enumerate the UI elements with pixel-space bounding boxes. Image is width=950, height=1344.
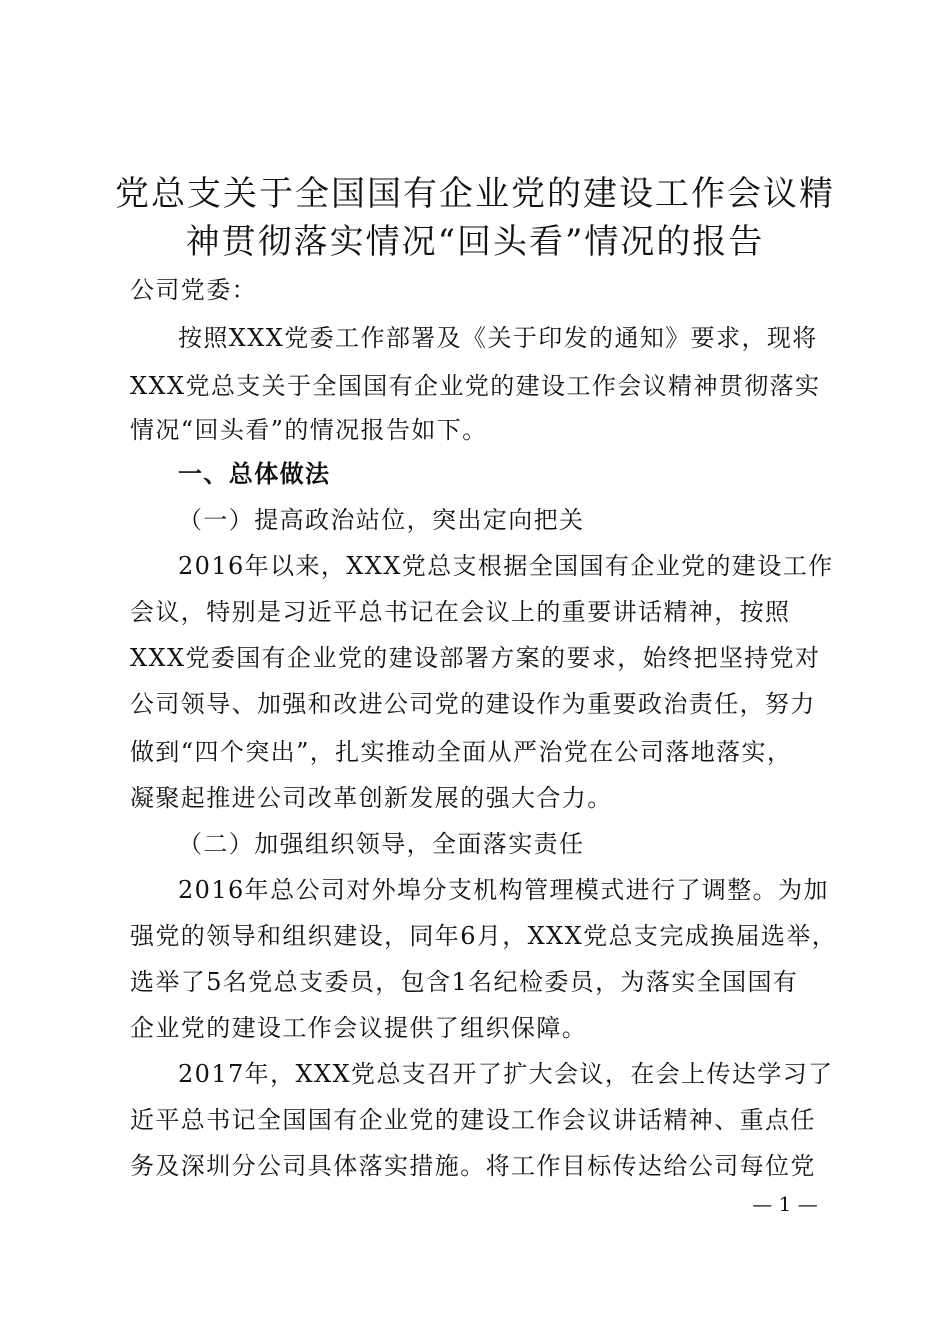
body-line: 2016年总公司对外埠分支机构管理模式进行了调整。为加 [178,876,829,904]
page-number: — 1 — [752,1192,818,1216]
body-line: 情况“回头看”的情况报告如下。 [130,416,488,444]
body-line: 2016年以来，XXX党总支根据全国国有企业党的建设工作 [178,552,834,580]
body-line: 近平总书记全国国有企业党的建设工作会议讲话精神、重点任 [130,1106,816,1134]
section-heading: 一、总体做法 [178,459,331,488]
body-line: 按照XXX党委工作部署及《关于印发的通知》要求，现将 [178,324,818,352]
body-line: 强党的领导和组织建设，同年6月，XXX党总支完成换届选举， [130,922,838,950]
body-line: 会议，特别是习近平总书记在会议上的重要讲话精神，按照 [130,598,791,626]
body-line: XXX党委国有企业党的建设部署方案的要求，始终把坚持党对 [130,644,821,672]
subsection-heading: （一）提高政治站位，突出定向把关 [178,506,585,534]
body-line: 公司领导、加强和改进公司党的建设作为重要政治责任，努力 [130,690,816,718]
subsection-heading: （二）加强组织领导，全面落实责任 [178,830,585,858]
body-line: 选举了5名党总支委员，包含1名纪检委员，为落实全国国有 [130,968,799,996]
body-line: 务及深圳分公司具体落实措施。将工作目标传达给公司每位党 [130,1152,816,1180]
document-title-line-2: 神贯彻落实情况“回头看”情况的报告 [185,222,765,262]
body-line: 凝聚起推进公司改革创新发展的强大合力。 [130,784,613,812]
body-line: 企业党的建设工作会议提供了组织保障。 [130,1014,588,1042]
salutation: 公司党委： [130,276,257,304]
body-line: 做到“四个突出”，扎实推动全面从严治党在公司落地落实， [130,738,793,766]
document-title-line-1: 党总支关于全国国有企业党的建设工作会议精 [115,174,835,214]
body-line: 2017年，XXX党总支召开了扩大会议，在会上传达学习了 [178,1060,834,1088]
body-line: XXX党总支关于全国国有企业党的建设工作会议精神贯彻落实 [130,372,821,400]
